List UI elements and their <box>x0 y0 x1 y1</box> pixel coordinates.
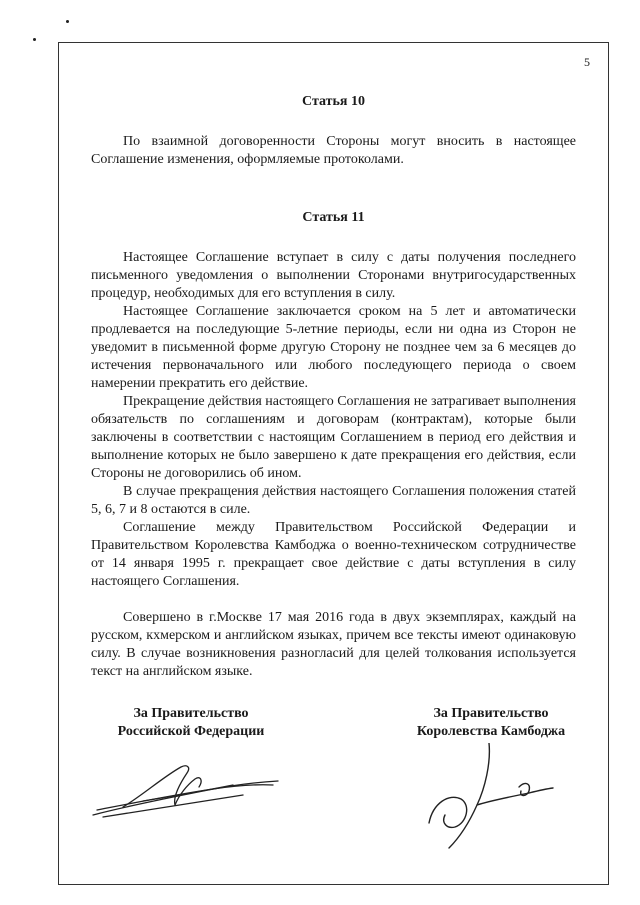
document-body <box>91 93 576 681</box>
signatory-russia-line1: За Правительство <box>133 706 249 721</box>
page-number: 5 <box>584 55 590 69</box>
signatory-cambodia <box>381 705 601 741</box>
article-11-paragraph-3: Прекращение действия настоящего Соглашения не затрагивает выполнения обязательств по соглашениям и договорам (контрактам), которые были заключены в соответствии с настоящим Соглашением в период его действия и выполнение которых не было завершено к дате прекращения его действия, если Стороны не договорились об ином. <box>91 394 576 481</box>
article-11-paragraph-2: Настоящее Соглашение заключается сроком на 5 лет и автоматически продлевается на последующие 5-летние периоды, если ни одна из Сторон не уведомит в письменной форме другую Сторону не позднее чем за 6 месяцев до истечения первоначального или любого последующего периода о своем намерении прекратить его действие. <box>91 304 576 391</box>
article-11-paragraph-4: В случае прекращения действия настоящего Соглашения положения статей 5, 6, 7 и 8 остаются в силе. <box>91 484 576 517</box>
article-10-heading: Статья 10 <box>302 94 365 109</box>
signatory-russia-line2: Российской Федерации <box>117 724 265 739</box>
scan-speck <box>66 20 69 23</box>
signature-russia <box>83 755 293 825</box>
scan-speck <box>33 38 36 41</box>
signature-cambodia <box>419 743 569 853</box>
concluded-paragraph: Совершено в г.Москве 17 мая 2016 года в двух экземплярах, каждый на русском, кхмерском и английском языках, причем все тексты имеют одинаковую силу. В случае возникновения разногласий для целей толкования используется текст на английском языке. <box>91 610 576 679</box>
article-11-paragraph-1: Настоящее Соглашение вступает в силу с даты получения последнего письменного уведомления о выполнении Сторонами внутригосударственных процедур, необходимых для его вступления в силу. <box>91 250 576 301</box>
signatory-cambodia-line1: За Правительство <box>433 706 549 721</box>
signatory-russia <box>81 705 301 741</box>
article-11-heading: Статья 11 <box>302 210 365 225</box>
page-frame <box>58 42 609 885</box>
signatory-cambodia-line2: Королевства Камбоджа <box>416 724 566 739</box>
article-10-paragraph: По взаимной договоренности Стороны могут вносить в настоящее Соглашение изменения, оформляемые протоколами. <box>91 134 576 167</box>
article-11-paragraph-5: Соглашение между Правительством Российской Федерации и Правительством Королевства Камбоджа о военно-техническом сотрудничестве от 14 января 1995 г. прекращает свое действие с даты вступления в силу настоящего Соглашения. <box>91 520 576 589</box>
